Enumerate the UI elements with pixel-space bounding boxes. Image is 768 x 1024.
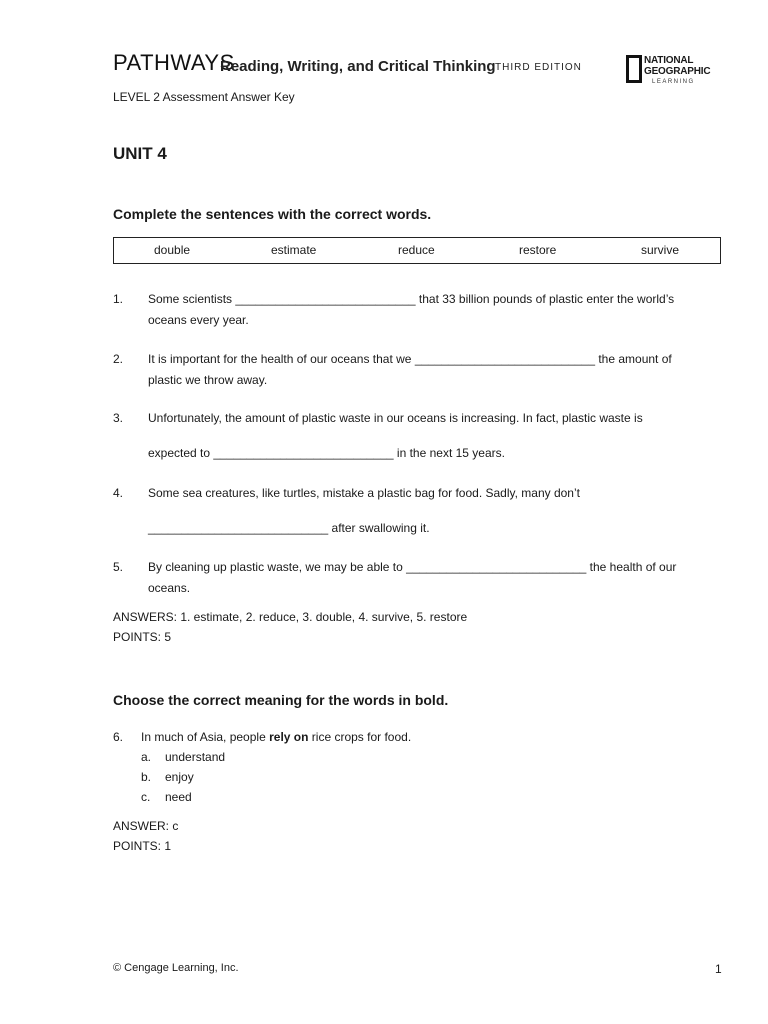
option-letter: c. <box>141 790 151 804</box>
question-line: ___________________________ after swallowing it. <box>148 521 430 535</box>
option-letter: a. <box>141 750 152 764</box>
question-number: 2. <box>113 352 124 366</box>
question-number: 3. <box>113 411 124 425</box>
points-line: POINTS: 1 <box>113 839 172 853</box>
question-text <box>148 349 723 391</box>
question-number: 6. <box>113 730 124 744</box>
question-number: 5. <box>113 560 124 574</box>
question-line: By cleaning up plastic waste, we may be able to ___________________________ the health of our <box>148 560 677 574</box>
option-text: enjoy <box>165 770 194 784</box>
brand-title: PATHWAYS <box>113 50 235 75</box>
answer-line: ANSWER: c <box>113 819 179 833</box>
bold-term: rely on <box>269 730 309 744</box>
logo-line-3: LEARNING <box>652 79 695 85</box>
answers-line: ANSWERS: 1. estimate, 2. reduce, 3. double, 4. survive, 5. restore <box>113 610 468 624</box>
points-line: POINTS: 5 <box>113 630 172 644</box>
word-bank-item: double <box>154 243 191 257</box>
question-text-before: In much of Asia, people <box>141 730 270 744</box>
edition-label: THIRD EDITION <box>495 62 582 73</box>
word-bank-item: reduce <box>398 243 435 257</box>
section-2-heading: Choose the correct meaning for the words in bold. <box>113 692 449 708</box>
logo-line-2: GEOGRAPHIC <box>644 66 711 77</box>
word-bank-item: survive <box>641 243 680 257</box>
level-line: LEVEL 2 Assessment Answer Key <box>113 90 295 104</box>
option-text: need <box>165 790 192 804</box>
question-line: Unfortunately, the amount of plastic waste in our oceans is increasing. In fact, plastic waste is <box>148 411 643 425</box>
word-bank-item: restore <box>519 243 557 257</box>
option-letter: b. <box>141 770 152 784</box>
question-line: plastic we throw away. <box>148 373 268 387</box>
book-subtitle: Reading, Writing, and Critical Thinking <box>220 58 496 75</box>
question-text <box>141 727 716 748</box>
question-line: Some sea creatures, like turtles, mistake a plastic bag for food. Sadly, many don’t <box>148 486 580 500</box>
question-line: expected to ___________________________ in the next 15 years. <box>148 446 505 460</box>
question-number: 4. <box>113 486 124 500</box>
question-line: It is important for the health of our oceans that we ___________________________ the amount of <box>148 352 672 366</box>
copyright: © Cengage Learning, Inc. <box>113 962 239 974</box>
question-text <box>148 557 723 599</box>
yellow-border-icon <box>626 55 642 83</box>
word-bank <box>113 237 721 264</box>
section-1-heading: Complete the sentences with the correct words. <box>113 206 432 222</box>
question-text-after: rice crops for food. <box>308 730 412 744</box>
question-line: Some scientists ___________________________ that 33 billion pounds of plastic enter the world’s <box>148 292 675 306</box>
question-line: oceans every year. <box>148 313 249 327</box>
question-number: 1. <box>113 292 124 306</box>
word-bank-item: estimate <box>271 243 317 257</box>
page-number: 1 <box>715 962 722 976</box>
national-geographic-logo <box>626 55 718 89</box>
question-text <box>148 289 723 331</box>
logo-line-1: NATIONAL <box>644 55 694 66</box>
option-text: understand <box>165 750 226 764</box>
unit-title: UNIT 4 <box>113 144 167 163</box>
question-line: oceans. <box>148 581 191 595</box>
